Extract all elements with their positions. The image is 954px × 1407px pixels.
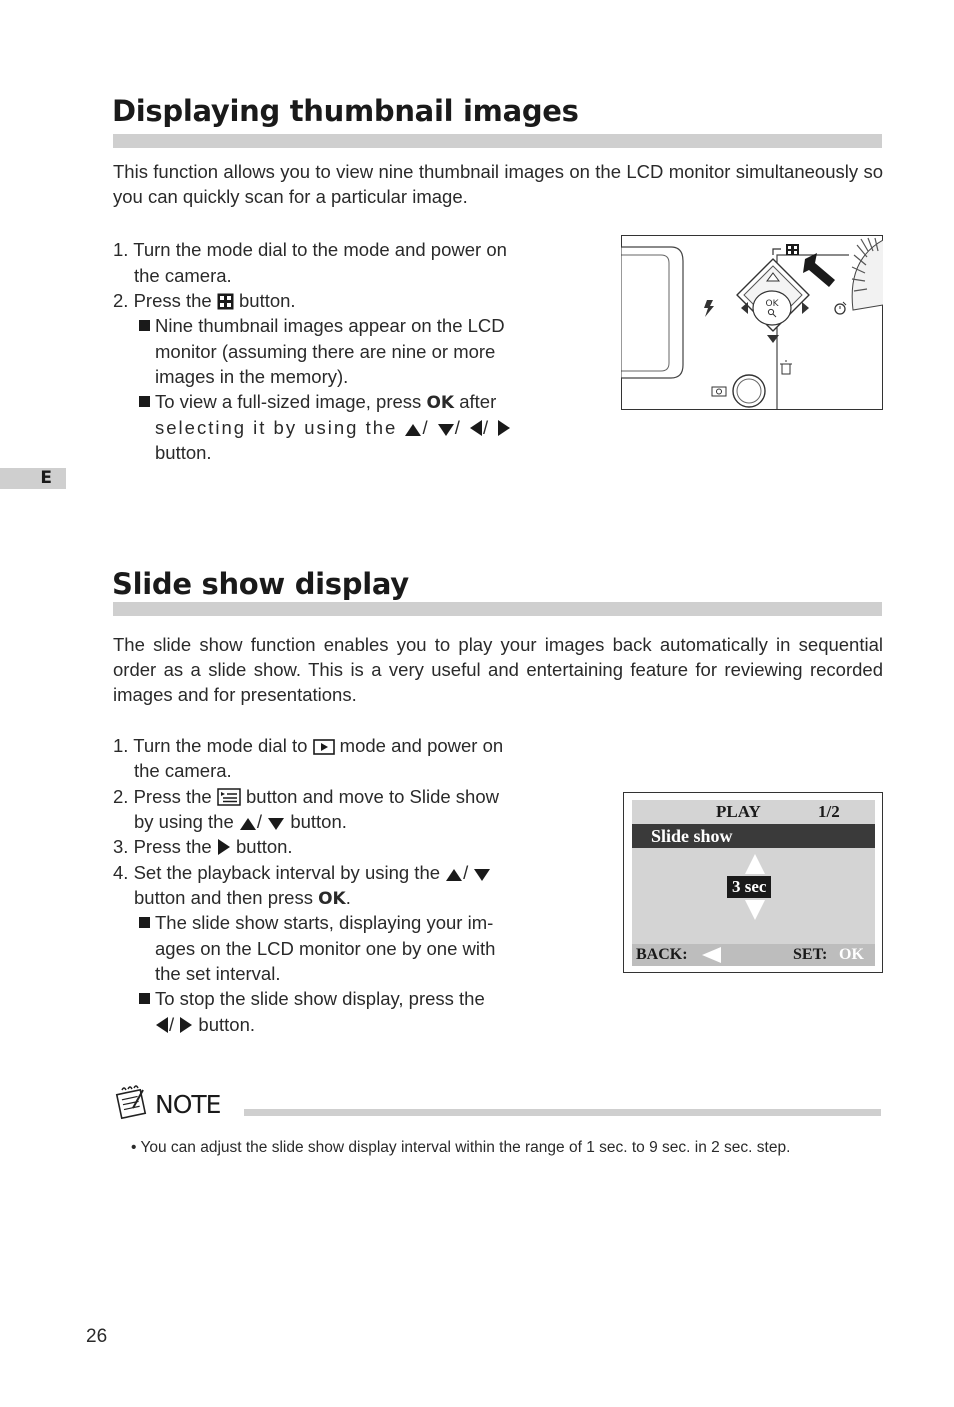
lcd-back-label: BACK: xyxy=(636,946,688,963)
down-arrow-icon xyxy=(437,423,455,437)
thumb-bullet-2-line3: button. xyxy=(155,442,212,463)
slide-step-1-text-end: mode and power on xyxy=(339,735,504,756)
right-arrow-icon xyxy=(497,419,511,437)
thumb-step-1: 1. Turn the mode dial to the mode and power on xyxy=(113,239,507,260)
down-arrow-icon xyxy=(473,868,491,882)
slash: / xyxy=(422,417,430,438)
thumb-step-2 xyxy=(113,288,296,313)
slide-step-3-text-end: button. xyxy=(236,836,293,857)
slide-step-2-cont-end: button. xyxy=(290,811,347,832)
slide-step-2-text: 2. Press the xyxy=(113,786,212,807)
menu-button-icon xyxy=(217,788,241,806)
right-arrow-icon xyxy=(179,1016,193,1034)
right-arrow-icon xyxy=(217,838,231,856)
thumb-step-2-text-end: button. xyxy=(239,290,296,311)
thumbnail-button-icon xyxy=(217,293,234,310)
thumb-bullet-1-text: Nine thumbnail images appear on the LCD xyxy=(155,315,505,336)
bullet-square-icon xyxy=(139,993,150,1004)
slide-step-1-text: 1. Turn the mode dial to xyxy=(113,735,308,756)
note-heading: NOTE xyxy=(155,1090,221,1119)
note-text: • You can adjust the slide show display interval within the range of 1 sec. to 9 sec. in 2 sec. step. xyxy=(131,1139,791,1156)
slash: / xyxy=(454,417,462,438)
slide-bullet-2 xyxy=(139,986,485,1011)
slide-bullet-1-text: The slide show starts, displaying your im- xyxy=(155,912,494,933)
thumb-step-2-text: 2. Press the xyxy=(113,290,212,311)
slash: / xyxy=(483,417,491,438)
lcd-header-page: 1/2 xyxy=(818,802,840,821)
slide-step-3 xyxy=(113,834,293,859)
section-title-slideshow: Slide show display xyxy=(112,567,409,601)
slide-step-4-cont xyxy=(134,885,351,912)
playback-mode-icon xyxy=(313,739,335,755)
lcd-interval-value: 3 sec xyxy=(727,876,771,898)
thumb-bullet-2 xyxy=(139,389,496,416)
lcd-set-label: SET: xyxy=(793,946,828,963)
slide-step-4-cont-text: button and then press xyxy=(134,887,313,908)
section-rule xyxy=(113,602,882,616)
thumb-bullet-1-line2: monitor (assuming there are nine or more xyxy=(155,341,496,362)
slash: / xyxy=(256,811,263,832)
section-rule xyxy=(113,134,882,148)
up-arrow-icon xyxy=(239,817,257,831)
thumb-bullet-2-after: after xyxy=(459,391,497,412)
thumbnail-intro: This function allows you to view nine thumbnail images on the LCD monitor simultaneously so you can quickly scan for a particular image. xyxy=(113,161,883,207)
slide-step-2 xyxy=(113,784,499,809)
slide-bullet-2-text: To stop the slide show display, press the xyxy=(155,988,485,1009)
thumb-step-1-cont: the camera. xyxy=(134,265,232,286)
lcd-selected-row xyxy=(632,824,875,848)
slide-bullet-1 xyxy=(139,910,493,935)
thumb-bullet-2-text: To view a full-sized image, press xyxy=(155,391,422,412)
thumb-bullet-1 xyxy=(139,313,505,338)
lcd-display xyxy=(632,800,875,966)
lcd-selected-item: Slide show xyxy=(651,826,733,846)
up-arrow-icon xyxy=(404,423,422,437)
thumb-bullet-2-line2-text: selecting it by using the xyxy=(155,417,398,438)
ok-key-label: OK xyxy=(426,393,455,413)
slide-step-1-cont: the camera. xyxy=(134,760,232,781)
lcd-set-key: OK xyxy=(839,946,864,963)
slideshow-intro: The slide show function enables you to play your images back automatically in sequential order as a slide show. This is a very useful and entertaining feature for reviewing recorded images and for presentations. xyxy=(113,634,883,705)
camera-ok-label: OK xyxy=(765,299,779,309)
slash: / xyxy=(169,1014,175,1035)
slide-bullet-1-line2: ages on the LCD monitor one by one with xyxy=(155,938,496,959)
lcd-footer xyxy=(632,944,875,966)
up-arrow-icon xyxy=(445,868,463,882)
slide-step-3-text: 3. Press the xyxy=(113,836,212,857)
bullet-square-icon xyxy=(139,917,150,928)
language-tab: E xyxy=(0,468,66,489)
period: . xyxy=(345,887,351,908)
ok-key-label: OK xyxy=(318,889,346,909)
note-rule xyxy=(244,1109,881,1116)
slide-bullet-2-line2-text: button. xyxy=(198,1014,255,1035)
lcd-header-title: PLAY xyxy=(716,802,761,821)
lcd-screen-mockup xyxy=(623,792,883,973)
slide-step-2-text-end: button and move to Slide show xyxy=(246,786,499,807)
note-pad-icon xyxy=(113,1084,149,1120)
thumb-bullet-1-line3: images in the memory). xyxy=(155,366,349,387)
slide-step-2-cont xyxy=(134,809,347,834)
slide-step-2-cont-text: by using the xyxy=(134,811,234,832)
slide-bullet-1-line3: the set interval. xyxy=(155,963,281,984)
thumb-bullet-2-line2 xyxy=(155,415,511,440)
down-arrow-icon xyxy=(267,817,285,831)
slide-step-1 xyxy=(113,733,503,758)
camera-back-illustration xyxy=(621,235,883,410)
page-number: 26 xyxy=(86,1326,108,1347)
section-title-thumbnail: Displaying thumbnail images xyxy=(112,94,579,128)
slide-step-4 xyxy=(113,860,491,885)
slash: / xyxy=(463,862,469,883)
left-arrow-icon xyxy=(469,419,483,437)
bullet-square-icon xyxy=(139,396,150,407)
slide-bullet-2-line2 xyxy=(155,1012,255,1037)
lcd-left-arrow-icon xyxy=(702,947,722,963)
bullet-square-icon xyxy=(139,320,150,331)
left-arrow-icon xyxy=(155,1016,169,1034)
slide-step-4-text: 4. Set the playback interval by using the xyxy=(113,862,441,883)
